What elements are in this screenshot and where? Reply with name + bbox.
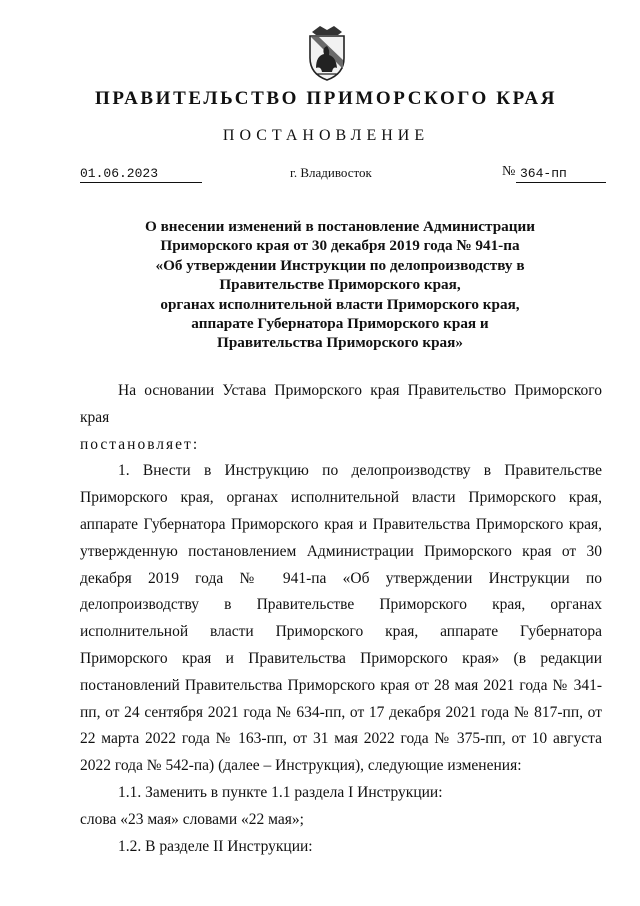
subject-line: О внесении изменений в постановление Администрации xyxy=(145,218,535,235)
subject-line: Приморского края от 30 декабря 2019 года № 941-па xyxy=(160,237,520,255)
subject-line: органах исполнительной власти Приморского края, xyxy=(160,295,520,313)
document-city: г. Владивосток xyxy=(290,165,372,180)
subject-line: аппарате Губернатора Приморского края и xyxy=(191,315,489,333)
item-1-1-text: слова «23 мая» словами «22 мая»; xyxy=(80,810,304,828)
document-number-label: № xyxy=(502,164,516,179)
document-body xyxy=(80,378,602,860)
subject-line: Правительстве Приморского края, xyxy=(219,276,461,294)
subject-line: «Об утверждении Инструкции по делопроизводству в xyxy=(155,256,525,274)
document-type: ПОСТАНОВЛЕНИЕ xyxy=(222,127,430,144)
subject-line: Правительства Приморского края» xyxy=(217,334,463,352)
document-date: 01.06.2023 xyxy=(80,166,202,183)
item-1-2-paragraph: 1.2. В разделе II Инструкции: xyxy=(118,837,313,855)
document-subject xyxy=(130,217,550,353)
resolves-word: постановляет: xyxy=(80,435,200,453)
organization-title: ПРАВИТЕЛЬСТВО ПРИМОРСКОГО КРАЯ xyxy=(94,88,558,109)
item-1-1-paragraph: 1.1. Заменить в пункте 1.1 раздела I Инструкции: xyxy=(118,783,443,801)
coat-of-arms-icon xyxy=(302,22,352,82)
item-1-paragraph: 1. Внести в Инструкцию по делопроизводству в Правительстве Приморского края, органах исполнительной власти Приморского края, аппарате Губернатора Приморского края и Правительства Приморского края, утвержденную постановлением Администрации Приморского края от 30 декабря 2019 года № 941-па «Об утверждении Инструкции по делопроизводству в Правительстве Приморского края, органах исполнительной власти Приморского края, аппарате Губернатора Приморского края и Правительства Приморского края» (в редакции постановлений Правительства Приморского края от 28 мая 2021 года № 341-пп, от 24 сентября 2021 года № 634-пп, от 17 декабря 2021 года № 817-пп, от 22 марта 2022 года № 163-пп, от 31 мая 2022 года № 375-пп, от 10 августа 2022 года № 542-па) (далее – Инструкция), следующие изменения: xyxy=(80,462,602,775)
preamble-paragraph: На основании Устава Приморского края Правительство Приморского края xyxy=(80,382,602,426)
document-number: 364-пп xyxy=(516,166,606,183)
